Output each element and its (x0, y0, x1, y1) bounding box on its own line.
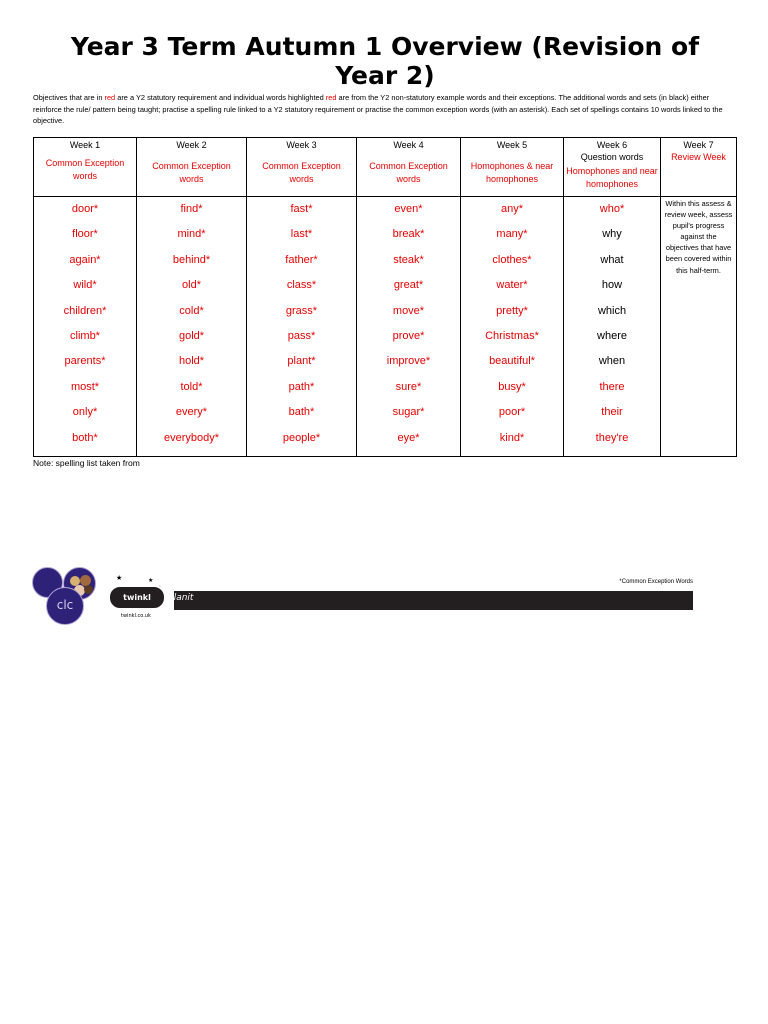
spelling-word: parents* (64, 355, 106, 368)
week-6-words-cell (564, 197, 661, 457)
word-list (357, 197, 460, 456)
spelling-word: hold* (178, 355, 205, 368)
spelling-word: cold* (179, 304, 204, 317)
spelling-word: people* (282, 431, 321, 444)
spelling-word: pass* (287, 329, 316, 342)
week-header-7 (661, 138, 737, 197)
spelling-word: last* (290, 228, 313, 241)
spelling-word: any* (500, 203, 524, 215)
spelling-word: poor* (498, 406, 526, 419)
spelling-word: most* (70, 380, 100, 393)
spelling-word: there (599, 380, 625, 393)
spelling-word: Christmas* (485, 329, 539, 342)
spelling-word: which (597, 304, 627, 317)
spelling-word: father* (285, 253, 318, 266)
spelling-word: wild* (73, 279, 97, 292)
spelling-word: climb* (70, 329, 100, 342)
week-2-words-cell (137, 197, 247, 457)
spelling-word: class* (286, 279, 317, 292)
spelling-overview-table (33, 137, 737, 457)
intro-text-3: are from the Y2 non-statutory example words and their exceptions. The additional words and sets (in black) either reinforce the rule/ pattern being taught; practise a spelling rule linked to a Y2 statutory requirement or practise the common exception words (with an asterisk). Each set of spellings contains 10 words linked to the objective. (33, 93, 723, 125)
intro-text-1: Objectives that are in (33, 93, 105, 102)
week-label: Week 5 (496, 140, 528, 150)
clc-logo (32, 565, 98, 623)
week-3-words-cell (247, 197, 357, 457)
twinkl-url: twinkl.co.uk (121, 613, 151, 619)
spelling-word: find* (180, 203, 203, 215)
week-topic: Common Exception words (262, 161, 341, 184)
week-1-words-cell (34, 197, 137, 457)
week-topic: Common Exception words (369, 161, 448, 184)
week-label: Week 3 (286, 140, 317, 150)
spelling-word: grass* (285, 304, 318, 317)
intro-text-2: are a Y2 statutory requirement and individual words highlighted (115, 93, 326, 102)
week-topic: Common Exception words (152, 161, 231, 184)
spelling-word: steak* (393, 253, 424, 266)
spelling-word: sugar* (392, 406, 425, 419)
star-icon: ★ (116, 574, 123, 582)
spelling-word: clothes* (492, 253, 532, 266)
twinkl-logo: twinkl (108, 585, 166, 610)
spelling-word: sure* (395, 380, 422, 393)
word-list (247, 197, 356, 456)
week-5-words-cell (461, 197, 564, 457)
spelling-word: floor* (72, 228, 98, 241)
logo-circle-clc (46, 587, 84, 625)
week-4-words-cell (357, 197, 461, 457)
week-header-6 (564, 138, 661, 197)
spelling-word: everybody* (163, 431, 220, 444)
spelling-word: how (601, 279, 623, 292)
spelling-word: both* (72, 431, 98, 444)
spelling-word: only* (72, 406, 98, 419)
week-7-review-cell (661, 197, 737, 457)
week-header-1 (34, 138, 137, 197)
week-header-5 (461, 138, 564, 197)
word-list (34, 197, 136, 456)
spelling-word: kind* (499, 431, 525, 444)
spelling-word: busy* (498, 380, 526, 393)
spelling-word: improve* (386, 355, 431, 368)
spelling-word: what (600, 253, 624, 266)
spelling-word: even* (394, 203, 423, 215)
spelling-word: plant* (287, 355, 316, 368)
star-icon: ★ (148, 577, 154, 584)
word-list (137, 197, 246, 456)
spelling-word: children* (63, 304, 107, 317)
week-label: Week 4 (393, 140, 424, 150)
spelling-word: pretty* (496, 304, 528, 317)
spelling-word: great* (393, 279, 424, 292)
spelling-word: break* (392, 228, 425, 241)
week-topic: Homophones & near homophones (470, 161, 554, 184)
header-row (34, 138, 737, 197)
week-topic: Common Exception words (45, 158, 125, 181)
spelling-word: water* (496, 279, 528, 292)
spelling-word: every* (175, 406, 208, 419)
common-exception-footnote: *Common Exception Words (619, 579, 693, 585)
spelling-word: why (602, 228, 622, 241)
spelling-word: they're (595, 431, 629, 444)
word-list (461, 197, 563, 456)
page-title: Year 3 Term Autumn 1 Overview (Revision of Year 2) (70, 32, 700, 90)
week-header-4 (357, 138, 461, 197)
spelling-word: prove* (392, 329, 425, 342)
spelling-word: beautiful* (489, 355, 535, 368)
spelling-word: who* (599, 203, 625, 215)
spelling-word: door* (71, 203, 99, 215)
source-note: Note: spelling list taken from (33, 458, 140, 468)
spelling-word: bath* (288, 406, 315, 419)
week-label: Week 7 (683, 140, 714, 150)
intro-red-2: red (325, 93, 337, 102)
week-topic: Homophones and near homophones (566, 166, 658, 189)
intro-red-1: red (104, 93, 116, 102)
intro-paragraph (33, 92, 733, 127)
week-label: Week 1 (69, 140, 101, 150)
week-topic: Review Week (671, 152, 726, 162)
spelling-word: many* (496, 228, 528, 241)
planit-logo: planit (168, 593, 194, 603)
spelling-word: told* (180, 380, 203, 393)
spelling-word: when (598, 355, 626, 368)
spelling-word: where (597, 329, 627, 342)
spelling-word: eye* (397, 431, 420, 444)
spelling-word: move* (392, 304, 425, 317)
week-label: Week 2 (176, 140, 207, 150)
week-subtitle: Question words (580, 152, 644, 162)
spelling-word: again* (69, 253, 101, 266)
spelling-word: behind* (172, 253, 211, 266)
week-header-2 (137, 138, 247, 197)
spelling-word: mind* (177, 228, 206, 241)
spelling-word: their (601, 406, 623, 419)
spelling-word: old* (182, 279, 201, 292)
word-list (564, 197, 660, 456)
spelling-word: gold* (178, 329, 205, 342)
logo-text: clc (56, 598, 74, 612)
logo-face (84, 585, 93, 594)
words-row (34, 197, 737, 457)
week-label: Week 6 (596, 140, 628, 150)
review-description: Within this assess & review week, assess pupil's progress against the objectives that have been covered within this half-term. (664, 199, 733, 275)
spelling-word: path* (288, 380, 315, 393)
week-header-3 (247, 138, 357, 197)
spelling-word: fast* (290, 203, 313, 215)
